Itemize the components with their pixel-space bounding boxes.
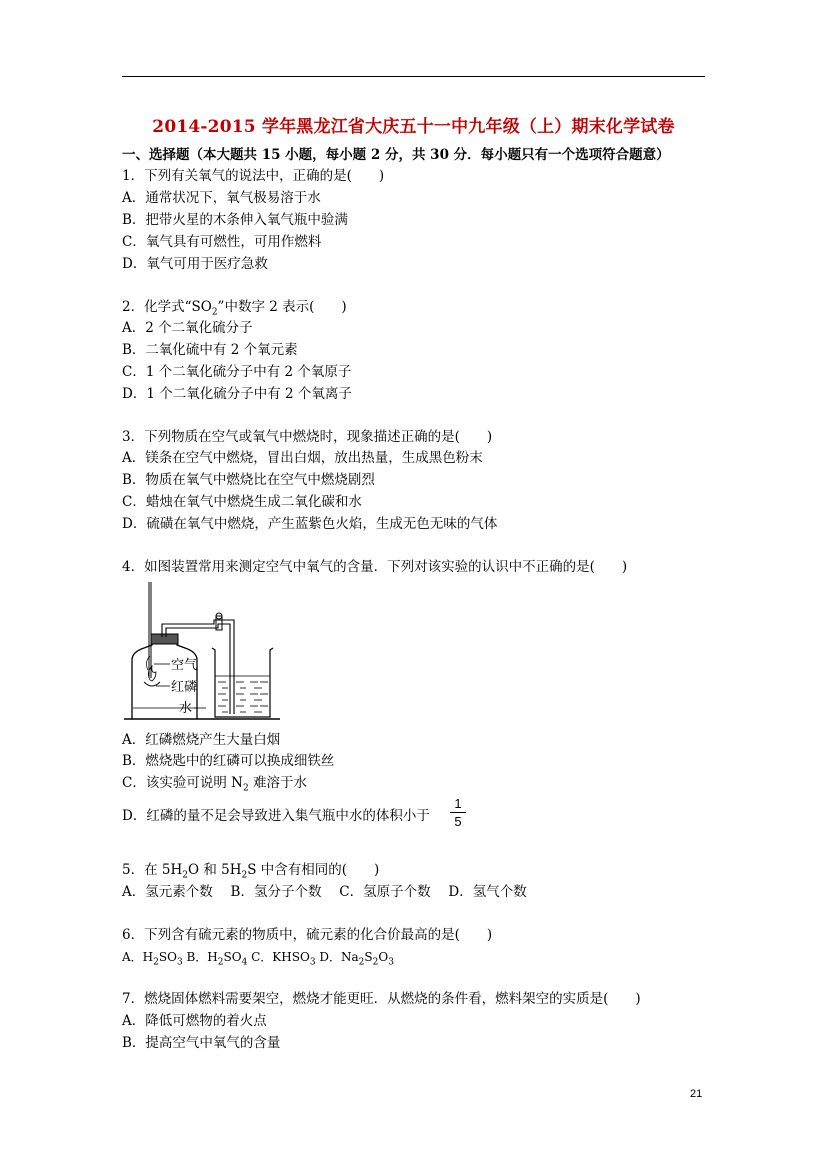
question-1-option-b: B．把带火星的木条伸入氧气瓶中验满 — [122, 212, 348, 228]
question-4-option-d: D．红磷的量不足会导致进入集气瓶中水的体积小于 — [122, 808, 430, 824]
question-1-option-a: A．通常状况下，氧气极易溶于水 — [122, 190, 321, 206]
question-2-option-d: D．1 个二氧化硫分子中有 2 个氧离子 — [122, 386, 352, 402]
question-3-stem: 3．下列物质在空气或氧气中燃烧时，现象描述正确的是( ) — [122, 429, 493, 445]
question-1-stem: 1．下列有关氧气的说法中，正确的是( ) — [122, 168, 385, 184]
apparatus-figure — [122, 582, 282, 724]
figure-label-red-phosphorus: 红磷 — [171, 680, 198, 695]
question-2-option-c: C．1 个二氧化硫分子中有 2 个氧原子 — [122, 364, 352, 380]
fraction-one-fifth — [450, 796, 466, 829]
question-4-option-b: B．燃烧匙中的红磷可以换成细铁丝 — [122, 753, 335, 769]
question-2-stem: 2．化学式“$SO_2$”中数字 2 表示( ) — [122, 299, 347, 318]
question-1-option-c: C．氧气具有可燃性，可用作燃料 — [122, 234, 322, 250]
question-3-option-d: D．硫磺在氧气中燃烧，产生蓝紫色火焰，生成无色无味的气体 — [122, 516, 498, 532]
figure-label-water: 水 — [179, 701, 193, 716]
question-6-options: A．$H_2SO_3$ B．$H_2SO_4$ C．$KHSO_3$ D．$Na_2S_2O_3$ — [122, 950, 394, 968]
section-heading: 一、选择题（本大题共 15 小题，每小题 2 分，共 30 分．每小题只有一个选项符合题意） — [122, 147, 670, 163]
question-5-stem: 5．在 $5H_2O$ 和 $5H_2S$ 中含有相同的( ) — [122, 862, 380, 881]
question-2-option-b: B．二氧化硫中有 2 个氧元素 — [122, 342, 298, 358]
fraction-bar — [450, 812, 466, 813]
question-6-stem: 6．下列含有硫元素的物质中，硫元素的化合价最高的是( ) — [122, 927, 493, 943]
page-number: 21 — [690, 1088, 703, 1100]
question-7-option-a: A．降低可燃物的着火点 — [122, 1013, 267, 1029]
figure-label-air: 空气 — [171, 658, 198, 673]
fraction-denominator: 5 — [454, 814, 462, 829]
question-5-options: A．氢元素个数 B．氢分子个数 C．氢原子个数 D．氢气个数 — [122, 884, 527, 900]
question-2-option-a: A．2 个二氧化硫分子 — [122, 320, 253, 336]
page-title: 2014-2015 学年黑龙江省大庆五十一中九年级（上）期末化学试卷 — [152, 117, 675, 137]
question-4-option-c: C．该实验可说明 $N_2$ 难溶于水 — [122, 775, 307, 794]
question-3-option-a: A．镁条在空气中燃烧，冒出白烟，放出热量，生成黑色粉末 — [122, 450, 483, 466]
fraction-numerator: 1 — [454, 796, 462, 811]
header-rule — [122, 76, 705, 77]
question-1-option-d: D．氧气可用于医疗急救 — [122, 256, 268, 272]
question-7-stem: 7．燃烧固体燃料需要架空，燃烧才能更旺．从燃烧的条件看，燃料架空的实质是( ) — [122, 991, 641, 1007]
question-3-option-b: B．物质在氧气中燃烧比在空气中燃烧剧烈 — [122, 472, 375, 488]
question-7-option-b: B．提高空气中氧气的含量 — [122, 1035, 281, 1051]
question-4-stem: 4．如图装置常用来测定空气中氧气的含量．下列对该实验的认识中不正确的是( ) — [122, 559, 628, 575]
question-4-option-a: A．红磷燃烧产生大量白烟 — [122, 732, 281, 748]
question-3-option-c: C．蜡烛在氧气中燃烧生成二氧化碳和水 — [122, 494, 362, 510]
